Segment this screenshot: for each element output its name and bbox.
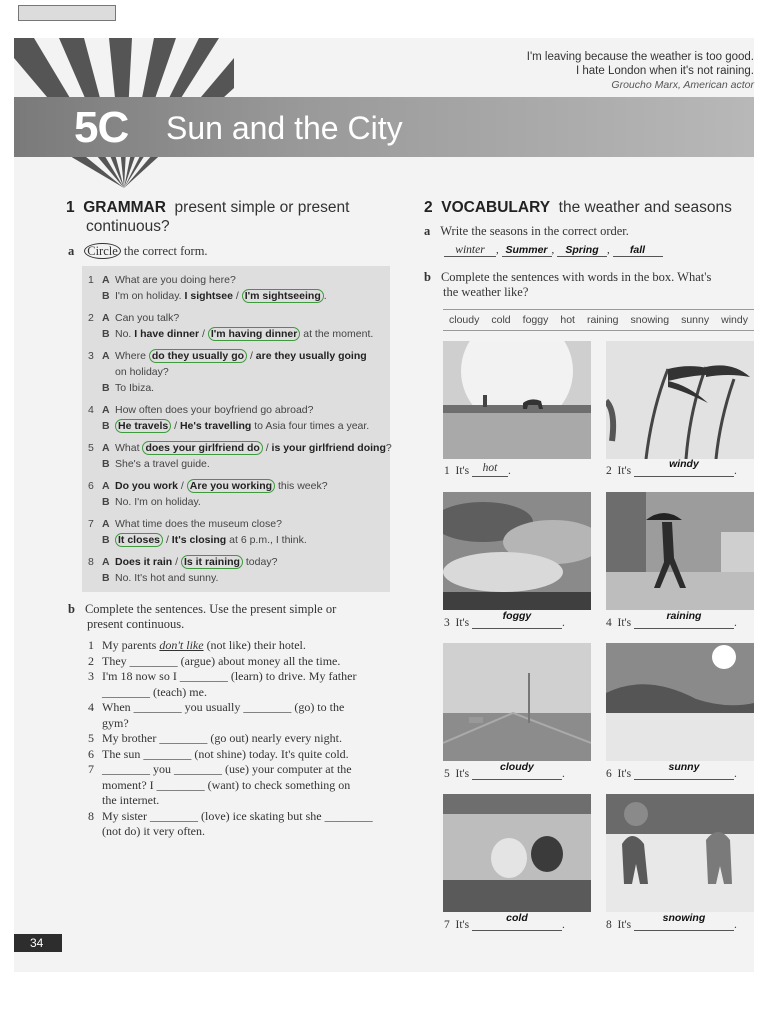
line-post: .	[323, 290, 327, 302]
line-number: 6	[88, 746, 94, 761]
item-number: 2	[88, 312, 94, 324]
caption-number: 6	[606, 768, 612, 780]
caption-text: It's	[455, 919, 470, 931]
option-2-circled: Are you working	[187, 479, 275, 493]
line-text: The sun ________ (not shine) today. It's quite cold.	[102, 746, 349, 761]
exercise-line	[88, 747, 388, 763]
caption-7: 7 It's cold .	[444, 912, 565, 931]
vocab-a-text: Write the seasons in the correct order.	[440, 224, 629, 238]
exercise-line	[88, 824, 388, 840]
line-text: When ________ you usually ________ (go) to the	[102, 700, 345, 714]
exercise-line	[88, 778, 388, 794]
dialogue-6: 6 A Do you work / Are you working this week? B No. I'm on holiday.	[88, 480, 328, 508]
line-b: To Ibiza.	[115, 382, 155, 394]
photo-foggy-road	[443, 643, 591, 761]
line-post: to Asia four times a year.	[251, 420, 370, 432]
caption-number: 7	[444, 919, 450, 931]
quote	[527, 50, 754, 92]
page-number: 34	[14, 934, 62, 952]
option-1: Does it rain	[115, 556, 173, 568]
grammar-a-rest: the correct form.	[123, 244, 208, 258]
word: foggy	[522, 314, 549, 326]
caption-number: 8	[606, 919, 612, 931]
option-1: Do you work	[115, 480, 179, 492]
word: hot	[560, 314, 575, 326]
dialogue-5: 5 A What does your girlfriend do / is your girlfriend doing? B She's a travel guide.	[88, 442, 392, 470]
line-text: the internet.	[102, 793, 160, 807]
grammar-heading	[66, 198, 349, 236]
caption-number: 3	[444, 617, 450, 629]
line-text: ________ you ________ (use) your computer at the	[102, 762, 352, 776]
caption-6: 6 It's sunny .	[606, 761, 737, 780]
line-number: 1	[88, 638, 94, 652]
dialogue-2: 2 A Can you talk? B No. I have dinner / I'm having dinner at the moment.	[88, 312, 374, 340]
caption-number: 4	[606, 617, 612, 629]
photo-snowing-kids	[606, 794, 754, 912]
line-text: They ________ (argue) about money all the time.	[102, 653, 341, 668]
caption-4: 4 It's raining .	[606, 610, 737, 629]
exercise-line	[88, 700, 388, 716]
option-1-circled: do they usually go	[149, 349, 247, 363]
caption-answer: foggy	[502, 610, 532, 622]
vocab-title: the weather and seasons	[558, 199, 732, 216]
line-b: No. It's hot and sunny.	[115, 572, 219, 584]
line-number: 5	[88, 731, 94, 745]
sep: /	[262, 442, 272, 454]
item-number: 8	[88, 556, 94, 568]
line-b: She's a travel guide.	[115, 458, 210, 470]
option-1-circled: does your girlfriend do	[142, 441, 262, 455]
line-number: 8	[88, 808, 94, 823]
vocab-b-text-2: the weather like?	[443, 285, 529, 299]
caption-3: 3 It's foggy .	[444, 610, 565, 629]
caption-5: 5 It's cloudy .	[444, 761, 565, 780]
circle-word: Circle	[84, 243, 121, 259]
dialogue-4: 4 A How often does your boyfriend go abroad? B He travels / He's travelling to Asia four times a year.	[88, 404, 370, 432]
unit-number: 5C	[74, 103, 129, 152]
exercise-line	[88, 716, 388, 732]
line-text-2: (not like) their hotel.	[203, 638, 306, 652]
caption-answer: cold	[506, 912, 528, 924]
caption-number: 2	[606, 465, 612, 477]
exercise-line	[88, 793, 388, 809]
grammar-label: GRAMMAR	[83, 199, 166, 216]
grammar-a-letter: a	[68, 244, 75, 258]
sep: /	[247, 350, 256, 362]
vocab-b-letter: b	[424, 270, 431, 284]
word: windy	[721, 314, 748, 326]
word-box	[443, 309, 754, 331]
quote-author: Groucho Marx, American actor	[611, 79, 754, 91]
exercise-b-list	[88, 638, 388, 840]
option-2-circled: Is it raining	[181, 555, 243, 569]
caption-answer: cloudy	[500, 761, 534, 773]
line-b: I'm on holiday.	[115, 290, 185, 302]
dialogue-7: 7 A What time does the museum close? B It closes / It's closing at 6 p.m., I think.	[88, 518, 307, 546]
exercise-line	[88, 731, 388, 747]
photo-rain-street	[606, 492, 754, 610]
option-1: I sightsee	[184, 290, 233, 302]
line-number: 7	[88, 762, 94, 776]
line-text: gym?	[102, 715, 129, 730]
grammar-b-instr-1: Complete the sentences. Use the present simple or	[84, 602, 337, 616]
line-b: No. I'm on holiday.	[115, 496, 201, 508]
photo-windy-palms	[606, 341, 754, 459]
seasons-answers: winter , Summer , Spring , fall	[444, 244, 663, 257]
line-number: 3	[88, 669, 94, 683]
caption-text: It's	[617, 617, 632, 629]
option-2-circled: I'm having dinner	[208, 327, 301, 341]
exercise-line	[88, 685, 388, 701]
sep: /	[163, 534, 172, 546]
word: sunny	[681, 314, 710, 326]
dialogue-3: 3 A Where do they usually go / are they usually going on holiday? B To Ibiza.	[88, 350, 367, 394]
top-bar	[18, 5, 116, 21]
item-number: 1	[88, 274, 94, 286]
sep: /	[199, 328, 208, 340]
caption-number: 1	[444, 465, 450, 477]
dialogue-8: 8 A Does it rain / Is it raining today? B No. It's hot and sunny.	[88, 556, 278, 584]
line-text: moment? I ________ (want) to check something on	[102, 777, 351, 792]
quote-line-2: I hate London when it's not raining.	[575, 65, 754, 77]
word: raining	[586, 314, 619, 326]
photo-hot-desert	[443, 341, 591, 459]
season-3: Spring	[557, 244, 607, 257]
grammar-title-1: present simple or present	[174, 199, 350, 216]
option-2: are they usually going	[255, 350, 367, 362]
line-text: My parents	[102, 638, 160, 652]
exercise-line	[88, 669, 388, 685]
option-2: is your girlfriend doing	[271, 442, 386, 454]
photo-sunny-beach	[606, 643, 754, 761]
caption-answer: windy	[669, 458, 699, 470]
sep: /	[172, 556, 181, 568]
sep: /	[171, 420, 180, 432]
caption-text: It's	[455, 617, 470, 629]
line-number: 4	[88, 700, 94, 714]
line-post: at 6 p.m., I think.	[226, 534, 307, 546]
line-post: today?	[242, 556, 278, 568]
grammar-number: 1	[66, 199, 75, 216]
exercise-line	[88, 762, 388, 778]
dialogue-1: 1 A What are you doing here? B I'm on holiday. I sightsee / I'm sightseeing .	[88, 274, 327, 302]
caption-text: It's	[617, 768, 632, 780]
vocab-heading	[424, 198, 732, 217]
line-text: ________ (teach) me.	[102, 684, 207, 699]
line-post: at the moment.	[300, 328, 374, 340]
season-4: fall	[613, 244, 663, 257]
option-2-circled: I'm sightseeing	[242, 289, 324, 303]
photo-clouds	[443, 492, 591, 610]
exercise-line	[88, 638, 388, 654]
unit-title: Sun and the City	[166, 110, 403, 146]
line-post: this week?	[275, 480, 328, 492]
grammar-b-letter: b	[68, 602, 75, 616]
season-2: Summer	[502, 244, 552, 257]
grammar-b-instr-2: present continuous.	[87, 617, 185, 631]
word: cold	[491, 314, 511, 326]
caption-text: It's	[455, 768, 470, 780]
caption-text: It's	[617, 465, 632, 477]
caption-number: 5	[444, 768, 450, 780]
vocab-a-instruction	[424, 224, 629, 239]
item-number: 5	[88, 442, 94, 454]
line-number: 2	[88, 653, 94, 668]
item-number: 3	[88, 350, 94, 362]
caption-answer: hot	[482, 462, 498, 474]
item-number: 7	[88, 518, 94, 530]
option-2: It's closing	[171, 534, 227, 546]
line-post: ?	[385, 442, 392, 454]
vocab-b-instruction	[424, 270, 711, 300]
vocab-label: VOCABULARY	[441, 199, 551, 216]
exercise-line	[88, 809, 388, 825]
caption-1: 1 It's hot .	[444, 462, 511, 477]
line-text: My sister ________ (love) ice skating but she ________	[102, 808, 373, 823]
item-number: 6	[88, 480, 94, 492]
word: snowing	[630, 314, 670, 326]
item-number: 4	[88, 404, 94, 416]
caption-answer: sunny	[668, 761, 700, 773]
line-a: What time does the museum close?	[115, 518, 282, 530]
option-2: He's travelling	[179, 420, 252, 432]
line-a: What	[115, 442, 143, 454]
line-text: I'm 18 now so I ________ (learn) to drive. My father	[102, 669, 357, 683]
caption-2: 2 It's windy .	[606, 458, 737, 477]
line-a: What are you doing here?	[115, 274, 236, 286]
exercise-line	[88, 654, 388, 670]
grammar-b-instruction	[68, 602, 336, 632]
caption-8: 8 It's snowing .	[606, 912, 737, 931]
caption-text: It's	[455, 465, 470, 477]
line-text: (not do) it very often.	[102, 824, 205, 838]
line-a-cont: on holiday?	[115, 366, 169, 378]
grammar-a-instruction	[68, 244, 208, 259]
caption-answer: raining	[666, 610, 702, 622]
line-a: How often does your boyfriend go abroad?	[115, 404, 314, 416]
vocab-b-text-1: Complete the sentences with words in the box. What's	[440, 270, 712, 284]
option-1: I have dinner	[134, 328, 200, 340]
line-text: My brother ________ (go out) nearly every night.	[102, 731, 342, 745]
option-1-circled: He travels	[115, 419, 171, 433]
sep: /	[178, 480, 187, 492]
quote-line-1: I'm leaving because the weather is too good.	[526, 51, 754, 63]
line-b: No.	[115, 328, 135, 340]
photo-cold-people	[443, 794, 591, 912]
word: cloudy	[449, 314, 480, 326]
vocab-number: 2	[424, 199, 433, 216]
line-a: Where	[115, 350, 149, 362]
season-1: winter	[444, 244, 496, 257]
line-a: Can you talk?	[115, 312, 180, 324]
vocab-a-letter: a	[424, 224, 431, 238]
grammar-title-2: continuous?	[86, 218, 170, 235]
sep: /	[232, 290, 242, 302]
option-1-circled: It closes	[115, 533, 163, 547]
caption-text: It's	[617, 919, 632, 931]
example-answer: don't like	[159, 638, 204, 652]
caption-answer: snowing	[662, 912, 706, 924]
